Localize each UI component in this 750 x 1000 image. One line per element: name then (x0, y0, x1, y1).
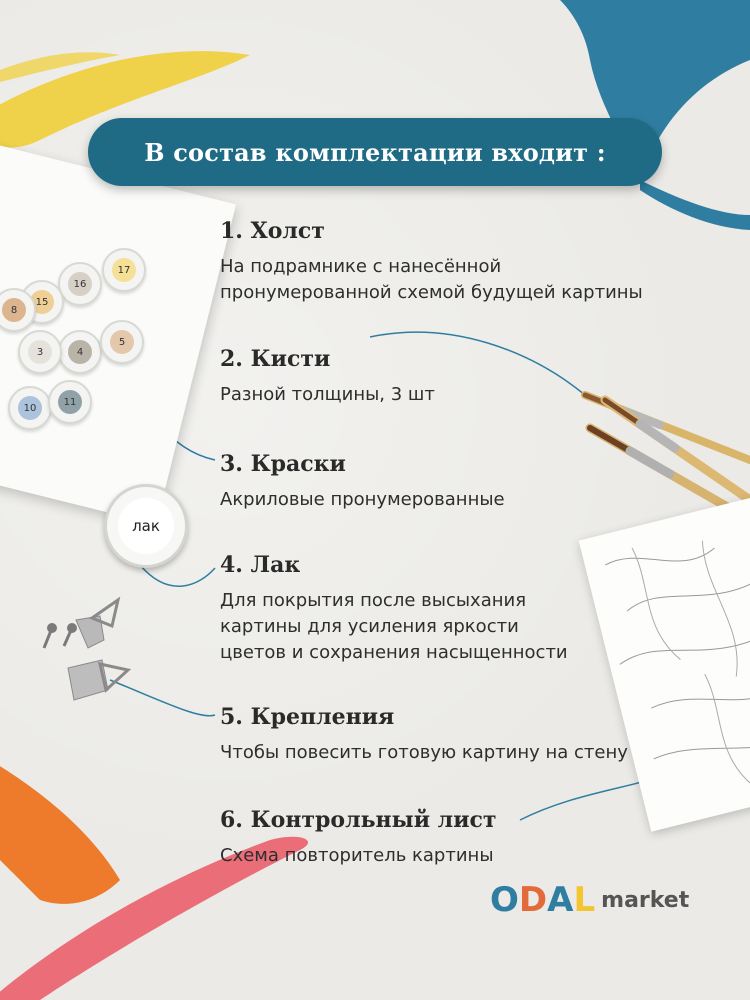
logo-letter: A (547, 880, 574, 920)
item-description: Разной толщины, 3 шт (220, 384, 435, 405)
logo-letter: D (518, 880, 548, 920)
logo-letter: L (573, 880, 596, 920)
item-description: Для покрытия после высыхания картины для усиления яркости цветов и сохранения насыщенности (220, 590, 568, 663)
item-title: 4. Лак (220, 552, 301, 578)
orange-stroke (0, 760, 120, 904)
item-control-sheet (220, 807, 497, 869)
item-description: Чтобы повесить готовую картину на стену (220, 742, 628, 763)
paint-jar (100, 320, 144, 364)
paint-jar (102, 248, 146, 292)
hangers-image (44, 600, 128, 700)
item-canvas (220, 218, 643, 306)
blue-stroke-tail (640, 180, 750, 230)
item-paints (220, 451, 505, 513)
paint-number: 17 (117, 264, 131, 276)
paint-number: 10 (23, 402, 37, 414)
varnish-jar-image (104, 484, 188, 568)
paint-number: 5 (118, 336, 126, 348)
item-description: Схема повторитель картины (220, 845, 494, 866)
paint-number: 8 (10, 304, 18, 316)
item-fasteners (220, 704, 628, 766)
connector-line-4 (140, 565, 215, 586)
paint-number: 4 (76, 346, 84, 358)
item-title: 3. Краски (220, 451, 346, 477)
paint-number: 11 (63, 396, 77, 408)
item-title: 1. Холст (220, 218, 325, 244)
paint-jar (18, 330, 62, 374)
item-title: 5. Крепления (220, 704, 395, 730)
header-banner (88, 118, 662, 186)
brand-logo (490, 880, 689, 920)
item-title: 6. Контрольный лист (220, 807, 497, 833)
item-description: На подрамнике с нанесённой пронумерованной схемой будущей картины (220, 256, 643, 303)
paint-jar (48, 380, 92, 424)
logo-word: market (601, 887, 690, 913)
item-description: Акриловые пронумерованные (220, 489, 505, 510)
logo-mark (490, 880, 596, 920)
paint-jar (58, 262, 102, 306)
banner-title: В состав комплектации входит : (144, 137, 606, 167)
varnish-label: лак (118, 498, 174, 554)
paint-number: 15 (35, 296, 49, 308)
item-title: 2. Кисти (220, 346, 331, 372)
item-brushes (220, 346, 435, 408)
paint-number: 3 (36, 346, 44, 358)
paint-jar (8, 386, 52, 430)
brushes-image (585, 395, 750, 520)
logo-letter: O (490, 880, 519, 920)
paint-jar (58, 330, 102, 374)
paint-number: 16 (73, 278, 87, 290)
connector-line-5 (110, 680, 215, 716)
item-varnish (220, 552, 568, 666)
